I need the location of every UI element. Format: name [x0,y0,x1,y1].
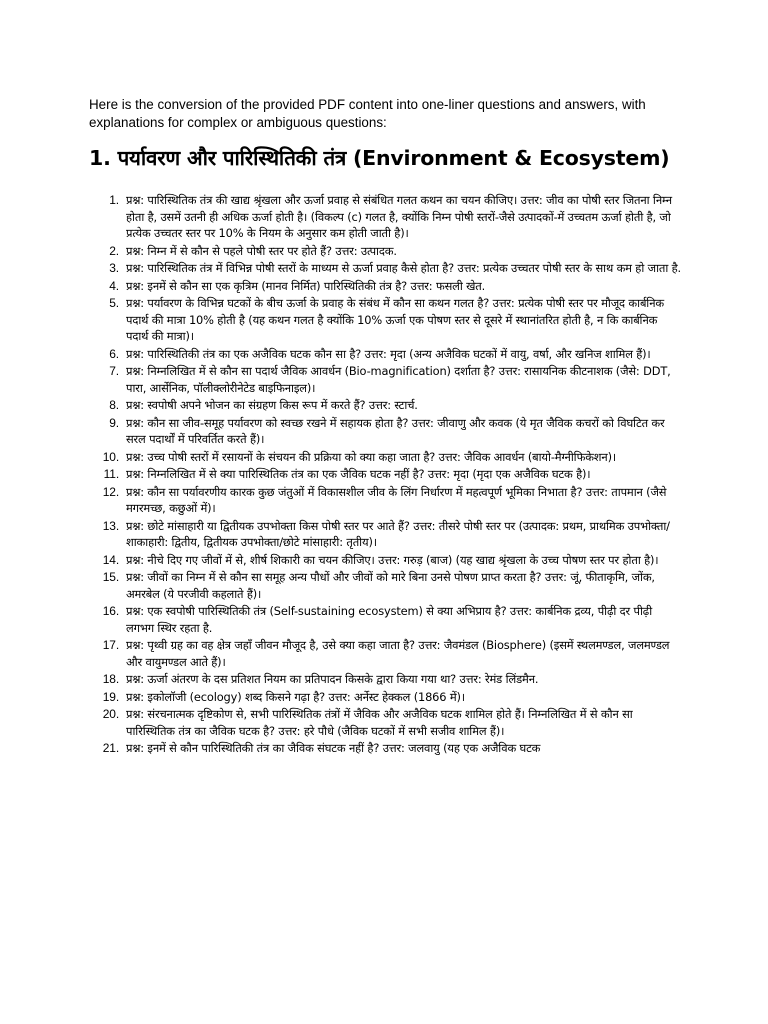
list-item-text: प्रश्न: पृथ्वी ग्रह का वह क्षेत्र जहाँ जीवन मौजूद है, उसे क्या कहा जाता है? उत्तर: जैवमंडल (Biosphere) (इसमें स्थलमण्डल, जलमण्डल और वायुमण्डल आते हैं)। [126,638,670,669]
list-item-text: प्रश्न: संरचनात्मक दृष्टिकोण से, सभी पारिस्थितिक तंत्रों में जैविक और अजैविक घटक शामिल होते हैं। निम्नलिखित में से कौन सा पारिस्थितिक तंत्र का जैविक घटक है? उत्तर: हरे पौधे (जैविक घटकों में सभी सजीव शामिल हैं)। [126,707,633,738]
list-item [89,295,682,345]
list-item-text: प्रश्न: स्वपोषी अपने भोजन का संग्रहण किस रूप में करते हैं? उत्तर: स्टार्च. [126,398,418,412]
list-item-number: 6. [109,346,119,361]
list-item [89,518,682,551]
list-item-text: प्रश्न: ऊर्जा अंतरण के दस प्रतिशत नियम का प्रतिपादन किसके द्वारा किया गया था? उत्तर: रेमंड लिंडमैन. [126,672,539,686]
list-item-number: 18. [102,672,119,686]
list-item-text: प्रश्न: इनमें से कौन पारिस्थितिकी तंत्र का जैविक संघटक नहीं है? उत्तर: जलवायु (यह एक अजैविक घटक [126,741,541,755]
list-item [89,569,682,602]
list-item-text: प्रश्न: छोटे मांसाहारी या द्वितीयक उपभोक्ता किस पोषी स्तर पर आते हैं? उत्तर: तीसरे पोषी स्तर पर (उत्पादक: प्रथम, प्राथमिक उपभोक्ता/शाकाहारी: द्वितीय, द्वितीयक उपभोक्ता/छोटे मांसाहारी: तृतीय)। [126,518,670,549]
list-item-number: 14. [102,552,119,567]
list-item-number: 16. [102,604,119,618]
list-item-text: प्रश्न: पारिस्थितिकी तंत्र का एक अजैविक घटक कौन सा है? उत्तर: मृदा (अन्य अजैविक घटकों में वायु, वर्षा, और खनिज शामिल हैं)। [126,346,651,361]
list-item-text: प्रश्न: कौन सा जीव-समूह पर्यावरण को स्वच्छ रखने में सहायक होता है? उत्तर: जीवाणु और कवक (ये मृत जैविक कचरों को विघटित कर सरल पदार्थों में परिवर्तित करते हैं)। [126,415,665,446]
list-item-number: 19. [102,689,119,704]
list-item [89,740,682,757]
list-item [89,484,682,517]
list-item-number: 11. [103,467,119,481]
list-item-number: 8. [109,398,119,412]
list-item [89,466,682,483]
intro-paragraph: Here is the conversion of the provided PDF content into one-liner questions and answers, with explanations for complex or ambiguous questions: [89,97,646,130]
list-item [89,346,682,363]
list-item-text: प्रश्न: जीवों का निम्न में से कौन सा समूह अन्य पौधों और जीवों को मारे बिना उनसे पोषण प्राप्त करता है? उत्तर: जूं, फीताकृमि, जोंक, अमरबेल (ये परजीवी कहलाते हैं)। [126,570,655,601]
list-item [89,671,682,688]
qa-list [89,192,682,757]
list-item [89,689,682,706]
list-item-text: प्रश्न: निम्न में से कौन से पहले पोषी स्तर पर होते हैं? उत्तर: उत्पादक. [126,243,397,258]
list-item-text: प्रश्न: इनमें से कौन सा एक कृत्रिम (मानव निर्मित) पारिस्थितिकी तंत्र है? उत्तर: फसली खेत. [126,278,486,293]
list-item [89,637,682,670]
list-item-text: प्रश्न: नीचे दिए गए जीवों में से, शीर्ष शिकारी का चयन कीजिए। उत्तर: गरुड़ (बाज) (यह खाद्य श्रृंखला के उच्च पोषण स्तर पर होता है)। [126,552,659,567]
list-item [89,706,682,739]
list-item-number: 4. [109,278,119,293]
list-item [89,278,682,295]
list-item [89,192,682,242]
list-item [89,603,682,636]
list-item-number: 15. [102,570,119,584]
list-item-number: 13. [102,518,119,533]
list-item-number: 10. [102,449,119,464]
list-item [89,552,682,569]
list-item-text: प्रश्न: निम्नलिखित में से कौन सा पदार्थ जैविक आवर्धन (Bio-magnification) दर्शाता है? उत्तर: रासायनिक कीटनाशक (जैसे: DDT, पारा, आर्सेनिक, पॉलीक्लोरीनेटेड बाइफिनाइल)। [126,364,671,395]
list-item-text: प्रश्न: निम्नलिखित में से क्या पारिस्थितिक तंत्र का एक जैविक घटक नहीं है? उत्तर: मृदा (मृदा एक अजैविक घटक है)। [126,467,591,481]
list-item-text: प्रश्न: पर्यावरण के विभिन्न घटकों के बीच ऊर्जा के प्रवाह के संबंध में कौन सा कथन गलत है? उत्तर: प्रत्येक पोषी स्तर पर मौजूद कार्बनिक पदार्थ की मात्रा 10% होती है (यह कथन गलत है क्योंकि 10% ऊर्जा एक पोषण स्तर से दूसरे में स्थानांतरित होती है, न कि कार्बनिक पदार्थ की मात्रा)। [126,296,665,343]
list-item-text: प्रश्न: उच्च पोषी स्तरों में रसायनों के संचयन की प्रक्रिया को क्या कहा जाता है? उत्तर: जैविक आवर्धन (बायो-मैग्नीफिकेशन)। [126,449,617,464]
list-item-number: 2. [109,243,119,258]
list-item-number: 7. [109,364,119,378]
list-item [89,397,682,414]
list-item [89,363,682,396]
section-heading: 1. पर्यावरण और पारिस्थितिकी तंत्र (Environment & Ecosystem) [89,146,670,170]
list-item [89,243,682,260]
list-item [89,260,682,277]
list-item-text: प्रश्न: कौन सा पर्यावरणीय कारक कुछ जंतुओं में विकासशील जीव के लिंग निर्धारण में महत्वपूर्ण भूमिका निभाता है? उत्तर: तापमान (जैसे मगरमच्छ, कछुओं में)। [126,484,667,515]
list-item-number: 1. [109,193,119,207]
list-item-number: 9. [109,415,119,430]
list-item-number: 17. [102,638,119,652]
list-item-number: 21. [102,741,119,755]
list-item-text: प्रश्न: एक स्वपोषी पारिस्थितिकी तंत्र (Self-sustaining ecosystem) से क्या अभिप्राय है? उत्तर: कार्बनिक द्रव्य, पीढ़ी दर पीढ़ी लगभग स्थिर रहता है. [126,604,653,635]
list-item [89,415,682,448]
list-item-text: प्रश्न: पारिस्थितिक तंत्र की खाद्य श्रृंखला और ऊर्जा प्रवाह से संबंधित गलत कथन का चयन कीजिए। उत्तर: जीव का पोषी स्तर जितना निम्न होता है, उसमें उतनी ही अधिक ऊर्जा होती है। (विकल्प (c) गलत है, क्योंकि निम्न पोषी स्तरों-जैसे उत्पादकों-में उच्चतम ऊर्जा होती है, जो प्रत्येक उच्चतर स्तर पर 10% के नियम के अनुसार कम होती जाती है)। [126,193,672,240]
list-item-number: 20. [102,707,119,721]
list-item-text: प्रश्न: इकोलॉजी (ecology) शब्द किसने गढ़ा है? उत्तर: अर्नेस्ट हेक्कल (1866 में)। [126,689,465,704]
list-item-number: 3. [109,261,119,275]
list-item-number: 12. [102,484,119,499]
list-item-number: 5. [109,296,119,310]
list-item-text: प्रश्न: पारिस्थितिक तंत्र में विभिन्न पोषी स्तरों के माध्यम से ऊर्जा प्रवाह कैसे होता है? उत्तर: प्रत्येक उच्चतर पोषी स्तर के साथ कम हो जाता है. [126,261,682,275]
list-item [89,449,682,466]
